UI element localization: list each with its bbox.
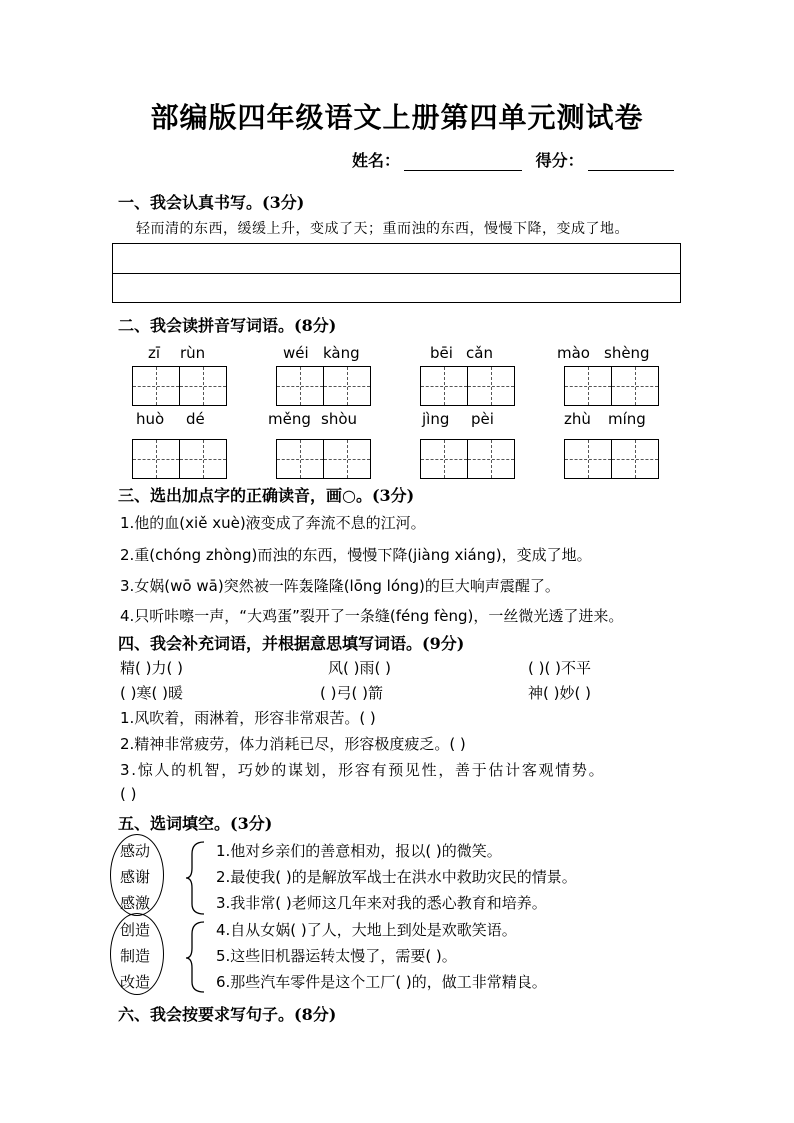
pinyin: dé xyxy=(186,410,205,428)
pinyin: zhù xyxy=(564,410,591,428)
name-score-row xyxy=(352,148,674,171)
question-line: 3.我非常( )老师这几年来对我的悉心教育和培养。 xyxy=(216,894,547,912)
character-grid[interactable] xyxy=(420,366,515,406)
idiom-blank[interactable]: ( )寒( )暖 xyxy=(120,684,183,702)
character-grid[interactable] xyxy=(132,366,227,406)
word-option: 制造 xyxy=(120,947,151,965)
idiom-blank[interactable]: ( )( )不平 xyxy=(528,659,591,677)
character-grid[interactable] xyxy=(420,439,515,479)
question-line: 3.女娲(wō wā)突然被一阵轰隆隆(lōng lóng)的巨大响声震醒了。 xyxy=(120,577,560,595)
question-line: 4.自从女娲( )了人，大地上到处是欢歌笑语。 xyxy=(216,921,517,939)
word-option: 感谢 xyxy=(120,868,151,886)
character-grid[interactable] xyxy=(132,439,227,479)
question-line: 2.精神非常疲劳，体力消耗已尽，形容极度疲乏。( ) xyxy=(120,735,466,753)
question-line: 1.他对乡亲们的善意相劝，报以( )的微笑。 xyxy=(216,842,502,860)
word-option: 创造 xyxy=(120,921,151,939)
score-field[interactable] xyxy=(588,154,674,171)
question-line: 6.那些汽车零件是这个工厂( )的，做工非常精良。 xyxy=(216,973,547,991)
name-field[interactable] xyxy=(404,154,522,171)
question-line: 3.惊人的机智，巧妙的谋划，形容有预见性，善于估计客观情势。 xyxy=(120,761,606,779)
word-option: 感动 xyxy=(120,842,151,860)
pinyin: pèi xyxy=(471,410,494,428)
pinyin: míng xyxy=(608,410,646,428)
copy-text: 轻而清的东西，缓缓上升，变成了天；重而浊的东西，慢慢下降，变成了地。 xyxy=(136,221,629,237)
word-option: 感激 xyxy=(120,894,151,912)
score-label: 得分： xyxy=(535,151,584,170)
section-4-heading: 四、我会补充词语，并根据意思填写词语。(9分) xyxy=(118,634,465,653)
section-2-heading: 二、我会读拼音写词语。(8分) xyxy=(118,316,337,335)
question-line: 2.最使我( )的是解放军战士在洪水中救助灾民的情景。 xyxy=(216,868,577,886)
idiom-blank[interactable]: 精( )力( ) xyxy=(120,659,183,677)
question-line: 4.只听咔嚓一声，“大鸡蛋”裂开了一条缝(féng fèng)，一丝微光透了进来。 xyxy=(120,607,624,625)
question-line: 5.这些旧机器运转太慢了，需要( )。 xyxy=(216,947,457,965)
character-grid[interactable] xyxy=(276,439,371,479)
pinyin: bēi xyxy=(430,344,453,362)
pinyin: měng xyxy=(268,410,311,428)
section-3-heading: 三、选出加点字的正确读音，画○。(3分) xyxy=(118,486,415,505)
pinyin: zī xyxy=(148,344,161,362)
brace-icon xyxy=(184,838,208,998)
handwriting-box[interactable] xyxy=(112,243,681,303)
pinyin: wéi xyxy=(283,344,309,362)
name-label: 姓名： xyxy=(352,151,401,170)
pinyin: mào xyxy=(557,344,590,362)
page-title: 部编版四年级语文上册第四单元测试卷 xyxy=(150,101,644,134)
idiom-blank[interactable]: 神( )妙( ) xyxy=(528,684,591,702)
question-line: 2.重(chóng zhòng)而浊的东西，慢慢下降(jiàng xiáng)，变成了地。 xyxy=(120,546,592,564)
idiom-blank[interactable]: ( )弓( )箭 xyxy=(320,684,383,702)
pinyin: huò xyxy=(136,410,165,428)
answer-blank[interactable]: ( ) xyxy=(120,785,137,803)
section-6-heading: 六、我会按要求写句子。(8分) xyxy=(118,1005,337,1024)
character-grid[interactable] xyxy=(564,439,659,479)
idiom-blank[interactable]: 风( )雨( ) xyxy=(328,659,391,677)
question-line: 1.他的血(xiě xuè)液变成了奔流不息的江河。 xyxy=(120,514,426,532)
section-5-heading: 五、选词填空。(3分) xyxy=(118,814,273,833)
word-option: 改造 xyxy=(120,973,151,991)
character-grid[interactable] xyxy=(276,366,371,406)
character-grid[interactable] xyxy=(564,366,659,406)
pinyin: shèng xyxy=(604,344,650,362)
pinyin: cǎn xyxy=(466,344,493,362)
pinyin: jìng xyxy=(422,410,450,428)
pinyin: shòu xyxy=(321,410,358,428)
question-line: 1.风吹着，雨淋着，形容非常艰苦。( ) xyxy=(120,709,376,727)
section-1-heading: 一、我会认真书写。(3分) xyxy=(118,193,305,212)
pinyin: kàng xyxy=(323,344,360,362)
pinyin: rùn xyxy=(180,344,206,362)
